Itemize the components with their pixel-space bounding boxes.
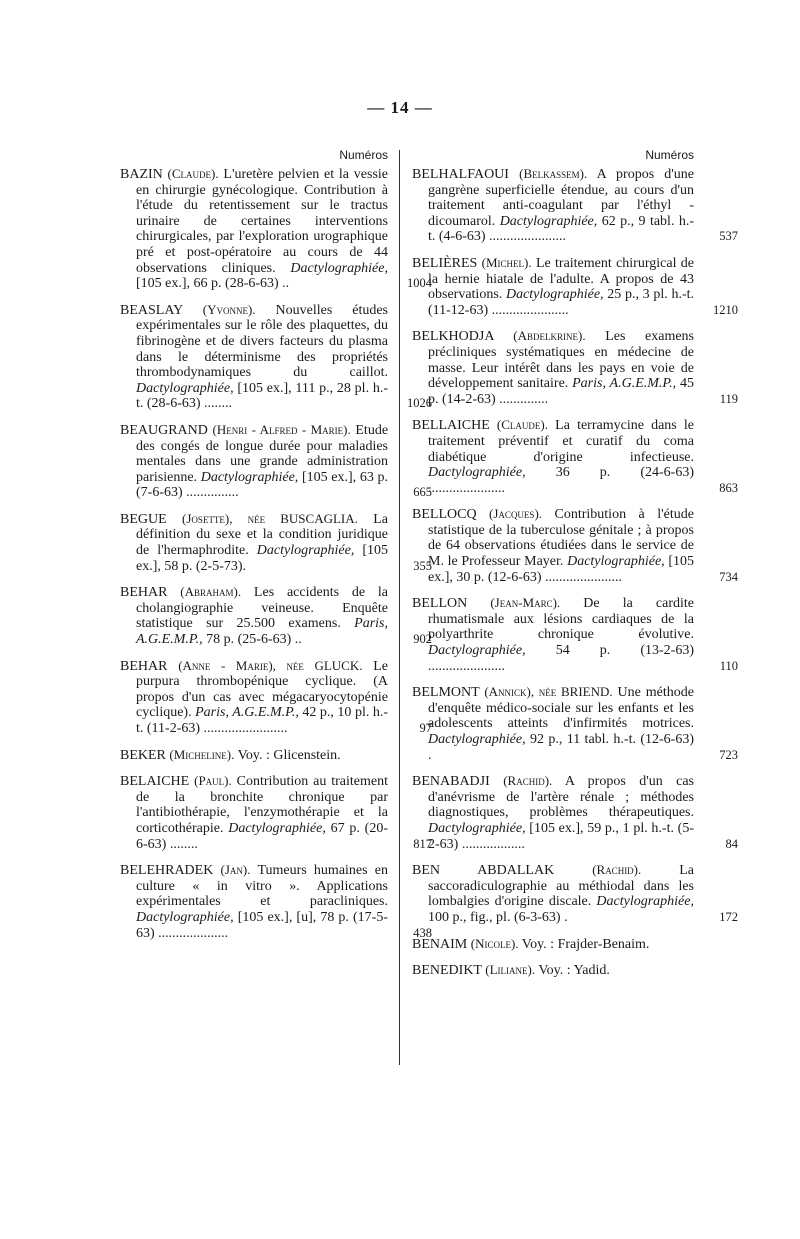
entry-number: 84 [725,836,738,851]
thesis-title: Voy. : Glicenstein. [237,747,341,763]
publication-details: 54 p. (13-2-63) ...................... [428,643,695,674]
thesis-title: Le purpura thrombopénique cyclique. (A propos d'un cas avec mégacaryocytopénie cyclique). [136,658,389,721]
thesis-title: A propos d'un cas d'anévrisme de l'artère rénale ; méthodes diagnostiques, problèmes thérapeutiques. [428,774,694,821]
publisher: Dactylographiée, [428,820,526,836]
entry-text [120,511,388,574]
entry-text [412,962,694,979]
author-surname: BELMONT [412,685,480,701]
author-firstname: (Paul). [194,773,232,789]
entry-number: 97 [419,721,432,735]
publication-details: 67 p. (20-6-63) ........ [136,820,388,852]
author-firstname: (Claude). [496,417,548,433]
entry-text [412,595,694,674]
author-firstname: (Jacques). [489,506,543,522]
entry-text [412,862,694,925]
publication-details: [105 ex.], [u], 78 p. (17-5-63) .................... [136,909,388,941]
entry-number: 734 [719,569,738,584]
publisher: Paris, A.G.E.M.P., [136,616,388,648]
bibliography-entry [412,862,738,925]
author-firstname: (Liliane). [485,962,536,978]
bibliography-entry [412,962,694,979]
entry-number: 355 [413,558,432,573]
publisher: Paris, A.G.E.M.P., [195,705,299,721]
entry-text [120,422,388,501]
entry-text [120,658,388,737]
author-surname: BELKHODJA [412,329,494,345]
entry-text [120,302,388,412]
author-firstname: (Nicole). [470,935,519,951]
bibliography-entry [120,421,432,501]
entry-number: 902 [413,632,432,647]
thesis-title: Les examens précliniques systématiques en médecine de masse. Leur intérêt dans les pays en voie de développement sanitaire. [428,329,694,392]
author-firstname: (Josette), née BUSCAGLIA. [182,510,358,526]
thesis-title: Contribution au traitement de la bronchite chronique par l'antibiothérapie, l'enzymothérapie et la corticothérapie. [136,774,389,836]
publication-details: 92 p., 11 tabl. h.-t. (12-6-63) . [428,732,694,763]
thesis-title: Nouvelles études expérimentales sur le rôle des plaquettes, du fibrinogène et de divers facteurs du plasma dans le déterminisme des propriétés thrombodynamiques du caillot. [136,302,388,381]
thesis-title: Une méthode d'enquête médico-sociale sur les enfants et les adolescents atteints d'infirmités motrices. [428,685,694,732]
publication-details: [105 ex.], 66 p. (28-6-63) .. [136,276,290,292]
thesis-title: De la cardite rhumatismale aux lésions cardiaques de la polyarthrite chronique évolutive. [428,596,695,643]
bibliography-entry [120,510,432,574]
thesis-title: Voy. : Yadid. [538,963,610,979]
entry-number: 119 [719,391,738,406]
entry-number: 172 [719,909,738,924]
thesis-title: Les accidents de la cholangiographie veineuse. Enquête statistique sur 25.500 examens. [136,585,389,632]
author-firstname: (Michel). [481,254,532,270]
publisher: Dactylographiée, [428,643,526,659]
author-surname: BEN ABDALLAK [412,863,555,879]
publication-details: 100 p., fig., pl. (6-3-63) . [428,909,568,925]
entry-text [120,862,388,941]
author-surname: BELLON [412,596,468,612]
thesis-title: Tumeurs humaines en culture « in vitro ». Applications expérimentales et paracliniques. [136,863,388,910]
entry-number: 537 [719,229,738,244]
entry-text [412,936,694,953]
entry-text [120,166,388,292]
author-surname: BELLAICHE [412,418,490,434]
publisher: Dactylographiée, [596,894,694,910]
author-firstname: (Jan). [220,862,251,878]
author-surname: BELIÈRES [412,255,478,271]
entry-text [412,506,694,585]
entry-number: 1210 [713,302,738,317]
author-surname: BENABADJI [412,774,490,790]
entry-text [412,417,694,496]
bibliography-entry [412,506,738,585]
publication-details: [105 ex.], 30 p. (12-6-63) ...................... [428,554,695,585]
publication-details: 62 p., 9 tabl. h.-t. (4-6-63) ...................... [428,213,695,245]
page-number: — 14 — [367,98,433,117]
entry-text [120,773,388,852]
entry-number: 817 [413,836,432,851]
author-firstname: (Micheline). [169,746,235,762]
publisher: Dactylographiée, [256,543,355,559]
bibliography-entry [412,254,738,318]
thesis-title: Voy. : Frajder-Benaim. [521,936,650,952]
entry-number: 723 [719,747,738,762]
publisher: Paris, A.G.E.M.P., [572,376,677,392]
bibliography-entry [412,417,738,496]
publication-details: 36 p. (24-6-63) ...................... [428,465,695,496]
author-firstname: (Anne - Marie), née GLUCK. [178,657,363,673]
thesis-title: L'uretère pelvien et la vessie en chirurgie gynécologique. Contribution à l'étude du retentissement sur le tractus urinaire de certaines interventions chirurgicales, par l'exploration urographique pré et post-opératoire au cours de 44 observations cliniques. [136,167,389,276]
author-surname: BEGUE [120,511,167,527]
left-column [120,148,432,951]
author-surname: BEASLAY [120,302,183,318]
publisher: Dactylographiée, [499,213,598,229]
bibliography-entry [120,584,432,648]
publisher: Dactylographiée, [505,287,604,303]
publisher: Dactylographiée, [136,380,234,396]
bibliography-entry [120,166,432,292]
author-surname: BEHAR [120,658,168,674]
entry-number: 665 [413,485,432,500]
author-firstname: (Jean-Marc). [490,595,561,611]
bibliography-entry [412,595,738,674]
column-divider [399,150,400,1065]
bibliography-entry [412,684,738,763]
bibliography-entry [412,936,694,953]
right-column-header: Numéros [645,148,694,162]
publisher: Dactylographiée, [290,260,388,276]
bibliography-entry [120,862,432,941]
author-firstname: (Rachid). [503,773,553,789]
thesis-title: Etude des congés de longue durée pour maladies mentales dans une grande administration parisienne. [136,422,389,485]
entry-text [120,747,388,764]
author-surname: BELEHRADEK [120,863,214,879]
bibliography-entry [412,773,738,852]
bibliography-entry [120,657,432,737]
left-column-header: Numéros [339,148,388,162]
author-surname: BENEDIKT [412,963,482,979]
thesis-title: La définition du sexe et la condition juridique de l'hermaphrodite. [136,511,389,559]
publication-details: 25 p., 3 pl. h.-t. (11-12-63) ...................... [428,287,694,318]
entry-text [412,773,694,852]
thesis-title: A propos d'une gangrène superficielle étendue, au cours d'un traitement anti-coagulant par l'éthyl - dicoumarol. [428,167,695,229]
entry-number: 110 [719,658,738,673]
entry-text [412,328,694,407]
author-firstname: (Annick), née BRIEND. [484,684,613,700]
right-entries [412,166,738,979]
right-column [412,148,738,989]
entry-number: 1004 [407,276,432,291]
left-entries [120,166,432,941]
author-surname: BEKER [120,747,166,763]
publisher: Dactylographiée, [136,909,234,925]
thesis-title: Contribution à l'étude statistique de la tuberculose génitale ; à propos de 64 observations étudiées dans le service de M. le Professeur Mayer. [428,507,694,570]
bibliography-entry [120,301,432,412]
bibliography-entry [412,328,738,407]
author-surname: BEHAR [120,585,168,601]
publication-details: 78 p. (25-6-63) .. [206,632,302,648]
publisher: Dactylographiée, [428,732,526,747]
publisher: Dactylographiée, [200,469,299,485]
entry-number: 863 [719,480,738,495]
bibliography-entry [412,166,738,245]
entry-text [412,166,694,245]
publisher: Dactylographiée, [428,465,526,481]
entry-text [120,584,388,647]
entry-text [412,684,694,763]
author-firstname: (Yvonne). [202,301,256,317]
thesis-title: Le traitement chirurgical de la hernie hiatale de l'adulte. A propos de 43 observations. [428,255,694,303]
entry-number: 1026 [407,396,432,411]
publication-details: [105 ex.], 111 p., 28 pl. h.-t. (28-6-63) ........ [136,380,388,412]
bibliography-entry [120,747,388,764]
author-firstname: (Abraham). [180,584,242,600]
entry-number: 438 [413,925,432,940]
author-surname: BELHALFAOUI [412,167,509,182]
thesis-title: La saccoradiculographie au méthiodal dans les lombalgies d'origine discale. [428,863,695,910]
author-surname: BEAUGRAND [120,422,208,438]
publisher: Dactylographiée, [567,554,665,570]
author-firstname: (Belkassem). [519,166,588,181]
publication-details: 42 p., 10 pl. h.-t. (11-2-63) ........................ [136,705,389,736]
author-firstname: (Rachid). [592,862,642,878]
publication-details: 45 p. (14-2-63) .............. [428,376,695,407]
author-surname: BAZIN [120,167,163,182]
author-surname: BELAICHE [120,774,190,790]
publication-details: [105 ex.], 63 p. (7-6-63) ............... [136,469,389,501]
thesis-title: La terramycine dans le traitement préventif et curatif du coma diabétique d'origine infectieuse. [428,418,694,465]
author-surname: BENAIM [412,936,468,952]
publication-details: [105 ex.], 59 p., 1 pl. h.-t. (5-2-63) .................. [428,820,694,852]
author-surname: BELLOCQ [412,507,477,523]
entry-text [412,255,694,318]
author-firstname: (Abdelkrine). [513,328,586,344]
author-firstname: (Henri - Alfred - Marie). [212,421,351,437]
bibliography-entry [120,773,432,852]
publisher: Dactylographiée, [228,820,326,836]
publication-details: [105 ex.], 58 p. (2-5-73). [136,543,389,574]
author-firstname: (Claude). [167,166,219,181]
